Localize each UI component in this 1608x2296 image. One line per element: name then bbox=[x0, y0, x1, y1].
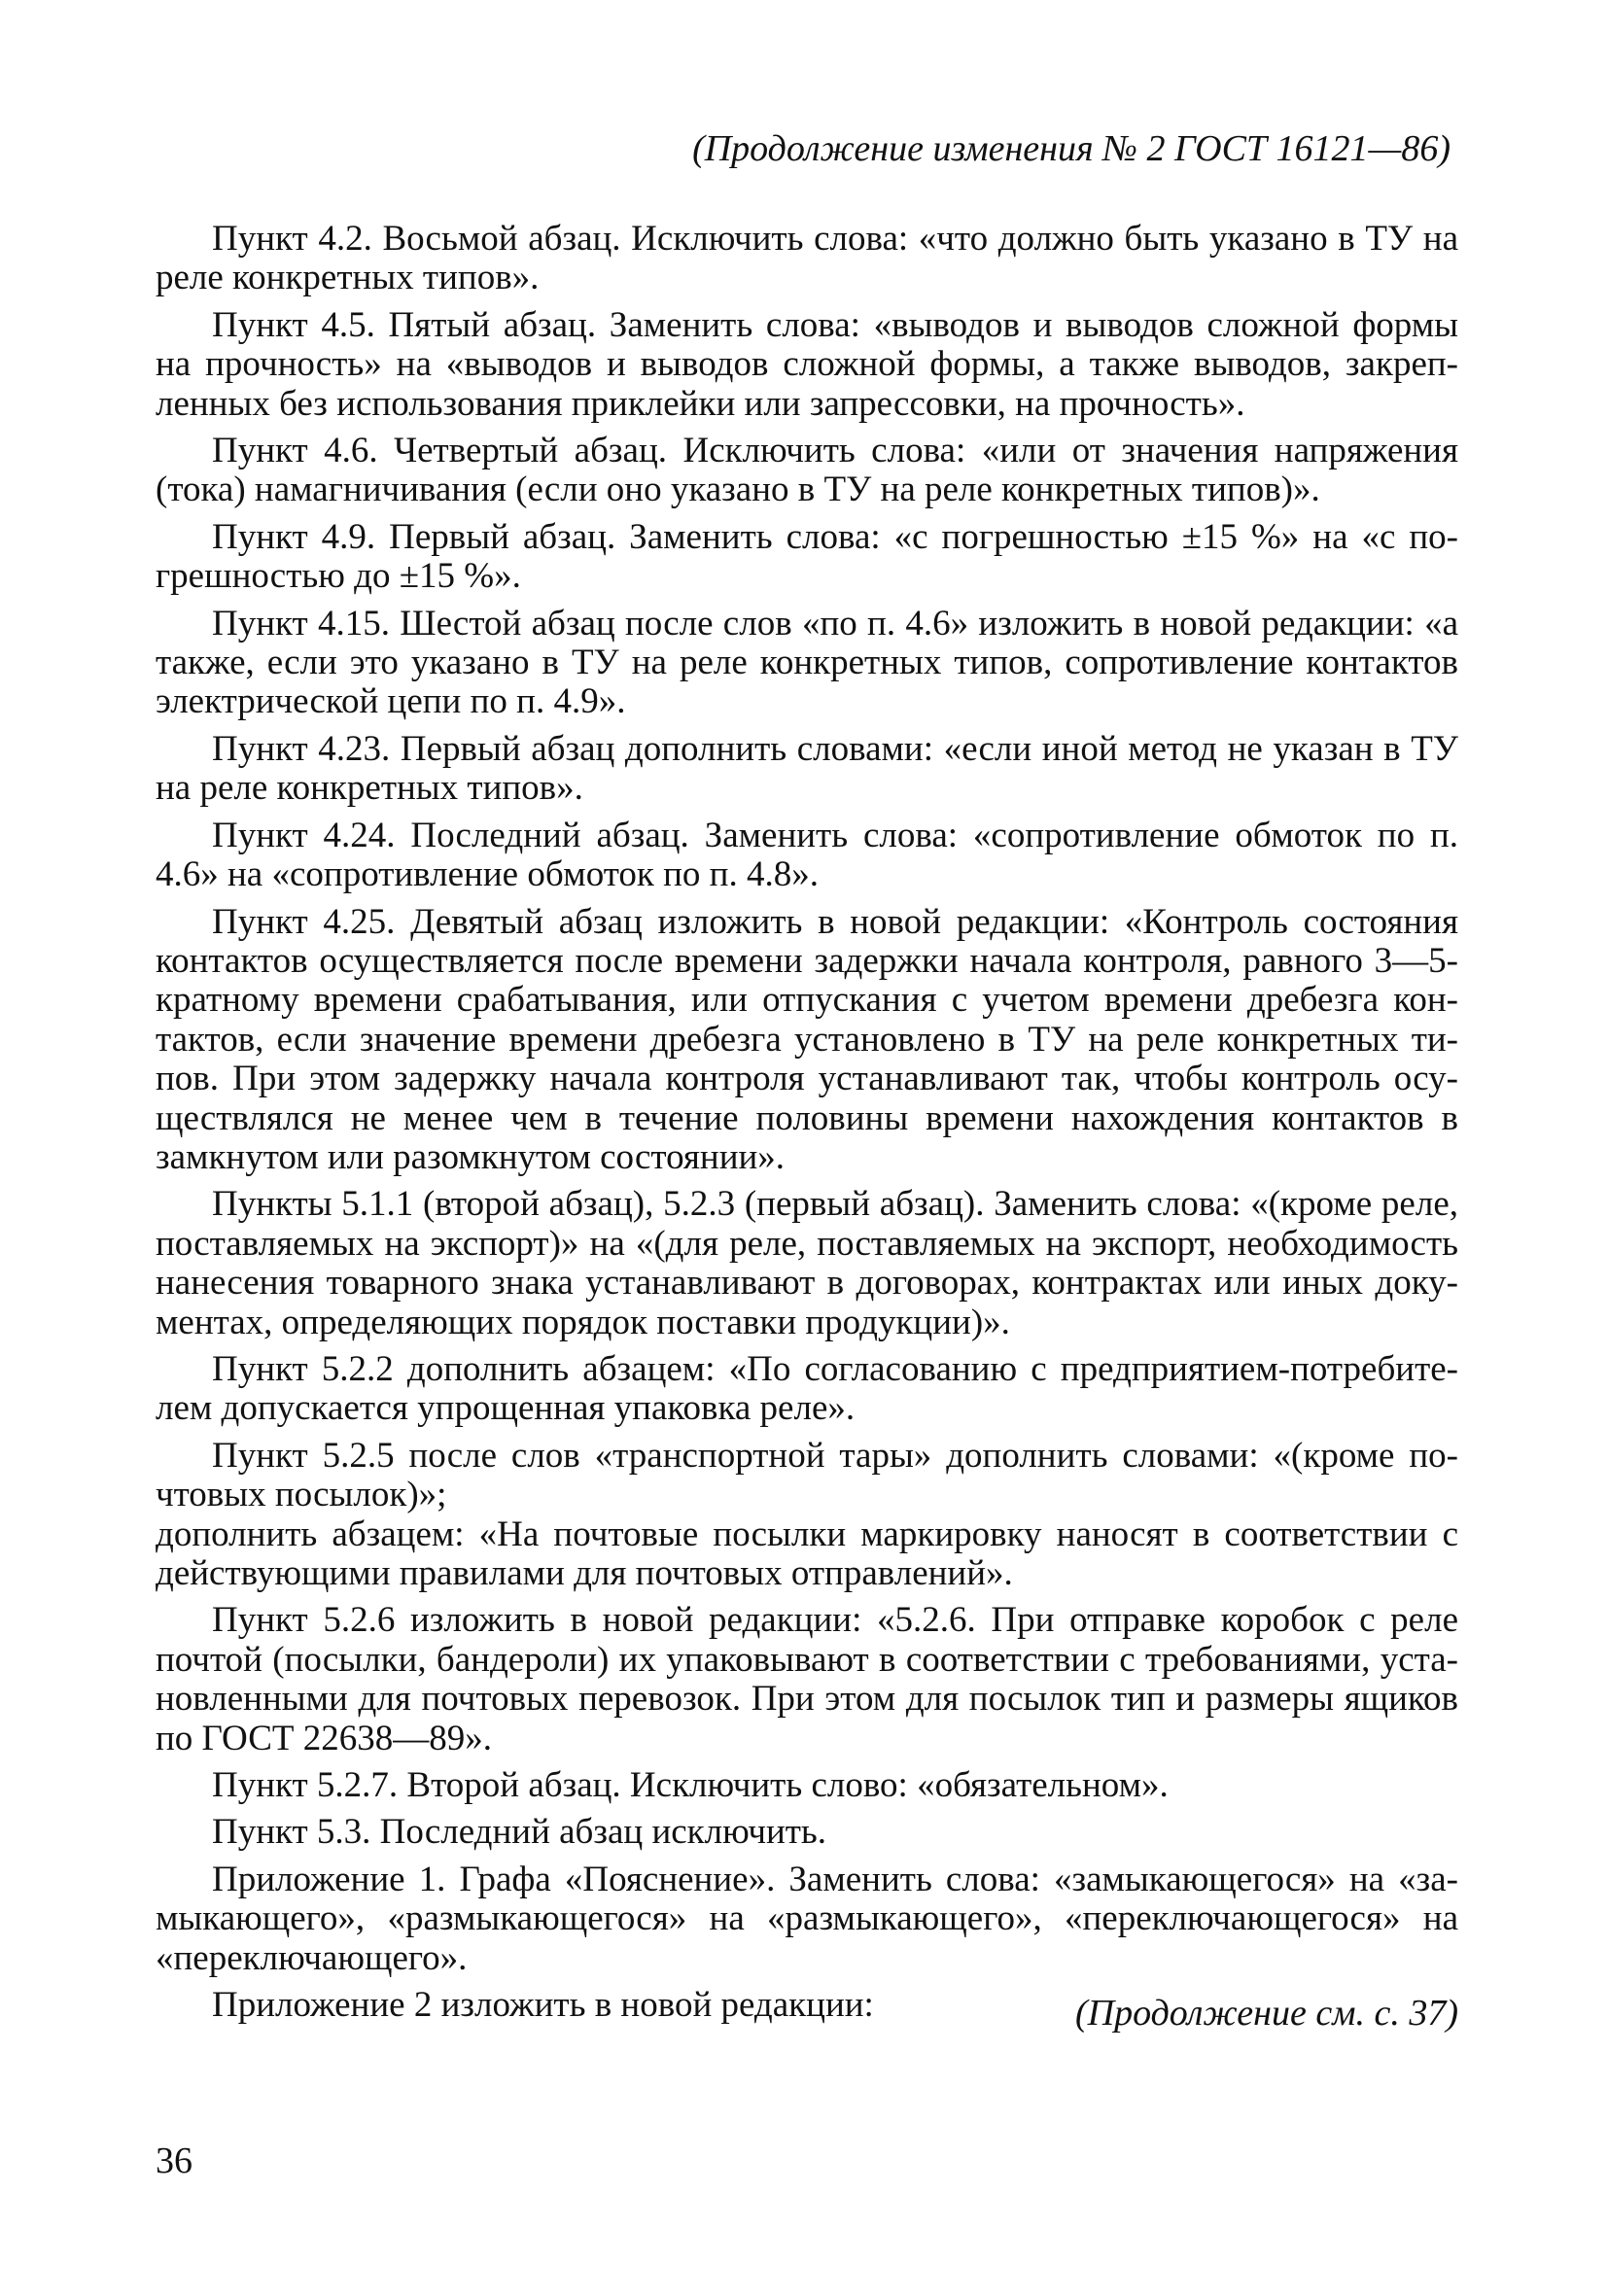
paragraph-continuation: дополнить абзацем: «На почтовые посылки маркировку наносят в соответствии с действующими правилами для почтовых отправлений». bbox=[156, 1513, 1458, 1593]
paragraph: Пункт 5.3. Последний абзац исключить. bbox=[212, 1812, 827, 1853]
paragraph: Пункт 4.15. Шестой абзац после слов «по п. 4.6» изложить в новой редакции: «а также, если это указано в ТУ на реле конкретных типов, сопротивление контактов электрической цепи по п. 4.9». bbox=[156, 603, 1458, 722]
document-body bbox=[156, 220, 1458, 2025]
document-page bbox=[156, 126, 1458, 2033]
paragraph: Пункт 4.5. Пятый абзац. Заменить слова: «выводов и выводов сложной формы на прочность» на «выводов и выводов сложной формы, а также выводов, закрепленных без использования приклейки или запрессовки, на прочность». bbox=[156, 304, 1458, 424]
paragraph: Пункт 4.2. Восьмой абзац. Исключить слова: «что должно быть указано в ТУ на реле конкретных типов». bbox=[156, 219, 1458, 298]
paragraph: Пункты 5.1.1 (второй абзац), 5.2.3 (первый абзац). Заменить слова: «(кроме реле, поставляемых на экспорт)» на «(для реле, поставляемых на экспорт, необходимость нанесения товарного знака устанавливают в договорах, контрактах или иных документах, определяющих порядок поставки продукции)». bbox=[156, 1184, 1458, 1342]
paragraph: Приложение 1. Графа «Пояснение». Заменить слова: «замыкающегося» на «замыкающего», «размыкающегося» на «размыкающего», «переключающегося» на «переключающего». bbox=[156, 1859, 1458, 1978]
paragraph: Приложение 2 изложить в новой редакции: bbox=[212, 1985, 874, 2026]
paragraph: Пункт 4.24. Последний абзац. Заменить слова: «сопротивление обмоток по п. 4.6» на «сопротивление обмоток по п. 4.8». bbox=[156, 815, 1458, 895]
paragraph: Пункт 4.25. Девятый абзац изложить в новой редакции: «Контроль состояния контактов осуществляется после времени задержки начала контроля, равного 3—5-кратному времени срабатывания, или отпускания с учетом времени дребезга контактов, если значение времени дребезга установлено в ТУ на реле конкретных типов. При этом задержку начала контроля устанавливают так, чтобы контроль осуществлялся не менее чем в течение половины времени нахождения контактов в замкнутом или разомкнутом состоянии». bbox=[156, 901, 1458, 1177]
paragraph: Пункт 4.9. Первый абзац. Заменить слова: «с погрешностью ±15 %» на «с погрешностью до ±15 %». bbox=[156, 516, 1458, 597]
paragraph: Пункт 5.2.2 дополнить абзацем: «По согласованию с предприятием-потребителем допускается упрощенная упаковка реле». bbox=[156, 1348, 1458, 1429]
page-header: (Продолжение изменения № 2 ГОСТ 16121—86) bbox=[692, 128, 1451, 169]
paragraph: Пункт 4.23. Первый абзац дополнить словами: «если иной метод не указан в ТУ на реле конкретных типов». bbox=[156, 728, 1458, 809]
paragraph: Пункт 5.2.7. Второй абзац. Исключить слово: «обязательном». bbox=[212, 1765, 1169, 1806]
continuation-note: (Продолжение см. с. 37) bbox=[1074, 1993, 1458, 2034]
page-number: 36 bbox=[156, 2140, 192, 2181]
paragraph: Пункт 5.2.6 изложить в новой редакции: «5.2.6. При отправке коробок с реле почтой (посылки, бандероли) их упаковывают в соответствии с требованиями, установленными для почтовых перевозок. При этом для посылок тип и размеры ящиков по ГОСТ 22638—89». bbox=[156, 1600, 1458, 1758]
paragraph: Пункт 4.6. Четвертый абзац. Исключить слова: «или от значения напряжения (тока) намагничивания (если оно указано в ТУ на реле конкретных типов)». bbox=[156, 431, 1458, 510]
paragraph: Пункт 5.2.5 после слов «транспортной тары» дополнить словами: «(кроме почтовых посылок)»; bbox=[156, 1435, 1458, 1515]
